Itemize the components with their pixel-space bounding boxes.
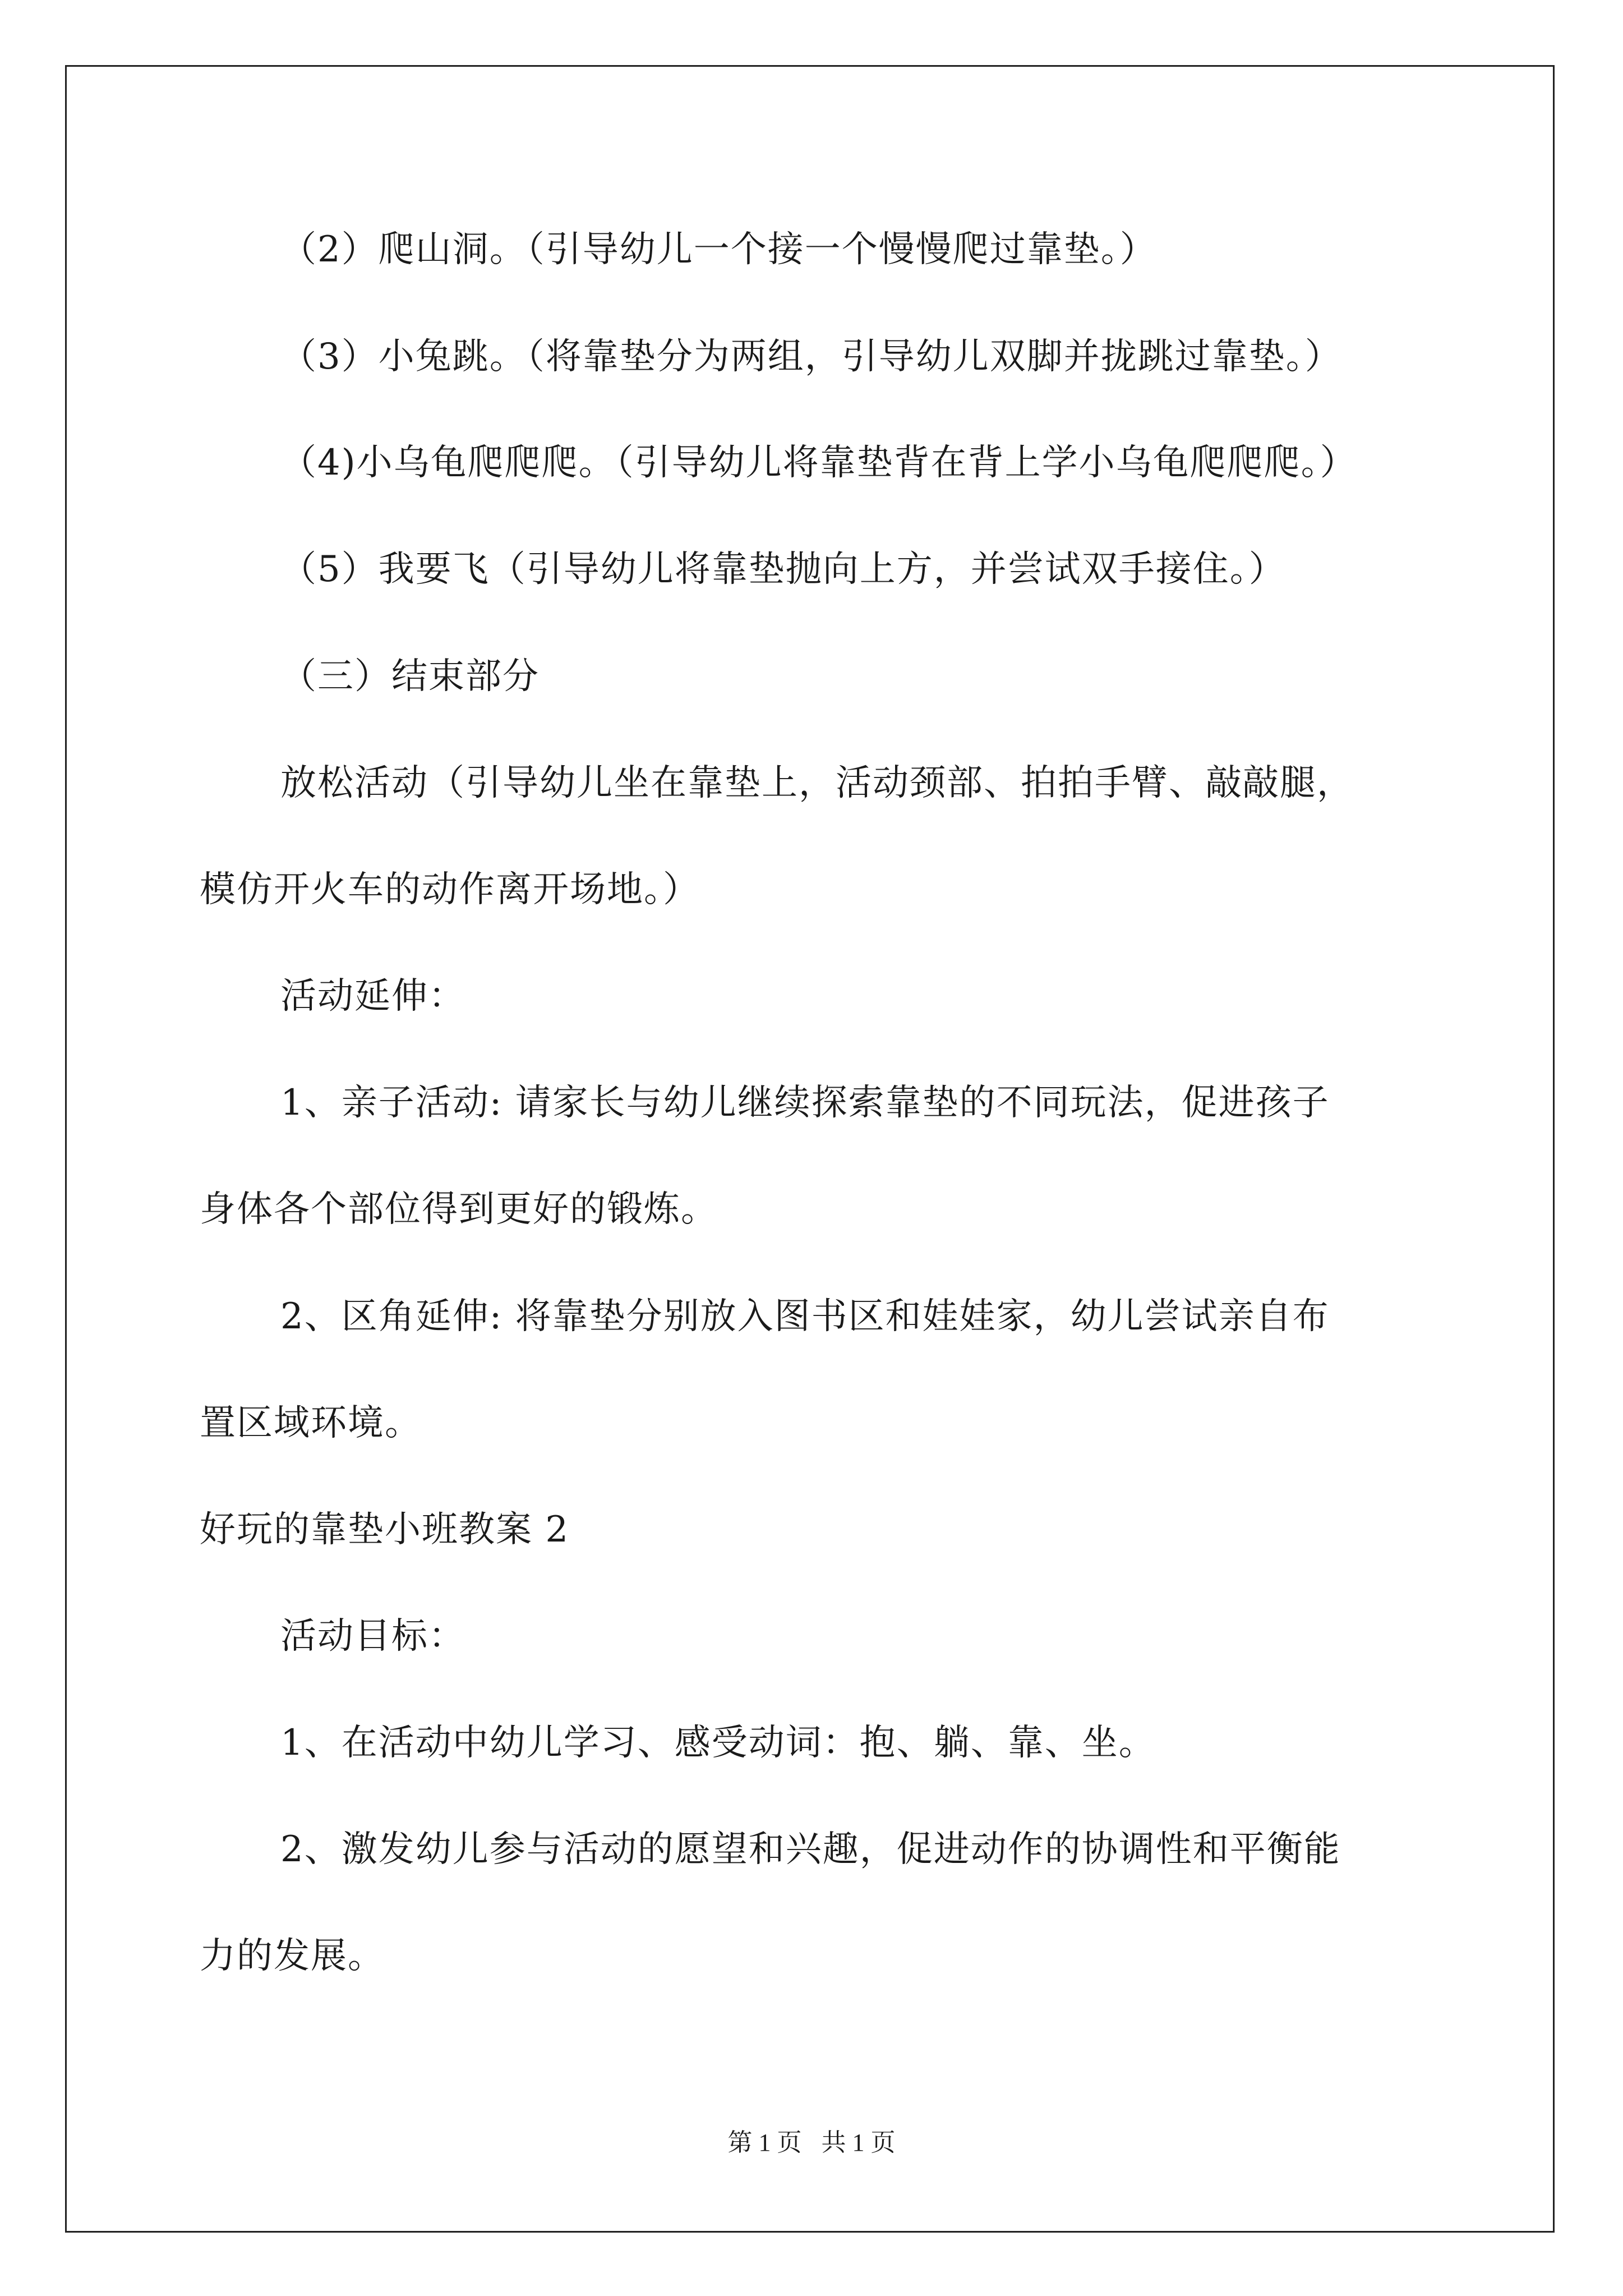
extension-item-2-line-2: 置区域环境。	[200, 1402, 422, 1444]
heading-activity-goals: 活动目标：	[280, 1616, 465, 1657]
heading-activity-extension: 活动延伸：	[280, 976, 465, 1017]
extension-item-1-line-1: 1、亲子活动: 请家长与幼儿继续探索靠垫的不同玩法，促进孩子	[280, 1082, 1330, 1124]
step-i-want-to-fly: （5）我要飞（引导幼儿将靠垫抛向上方，并尝试双手接住。）	[280, 549, 1286, 590]
page-border	[65, 65, 1555, 2233]
goal-item-2-line-2: 力的发展。	[200, 1935, 385, 1977]
page-number-current: 第 1 页	[727, 2129, 802, 2156]
step-turtle-crawl: （4)小乌龟爬爬爬。（引导幼儿将靠垫背在背上学小乌龟爬爬爬。）	[280, 442, 1357, 484]
goal-item-2-line-1: 2、激发幼儿参与活动的愿望和兴趣，促进动作的协调性和平衡能	[280, 1829, 1341, 1870]
step-crawl-cave: （2）爬山洞。（引导幼儿一个接一个慢慢爬过靠垫。）	[280, 229, 1157, 270]
page-footer	[0, 2127, 1623, 2159]
step-rabbit-jump: （3）小兔跳。（将靠垫分为两组，引导幼儿双脚并拢跳过靠垫。）	[280, 336, 1342, 378]
paragraph-relax-line-2: 模仿开火车的动作离开场地。）	[200, 869, 700, 910]
goal-item-1: 1、在活动中幼儿学习、感受动词：抱、躺、靠、坐。	[280, 1722, 1156, 1764]
page-number-total: 共 1 页	[821, 2129, 896, 2156]
section-heading-ending: （三）结束部分	[280, 656, 540, 697]
paragraph-relax-line-1: 放松活动（引导幼儿坐在靠垫上，活动颈部、拍拍手臂、敲敲腿，	[280, 762, 1354, 804]
extension-item-2-line-1: 2、区角延伸: 将靠垫分别放入图书区和娃娃家，幼儿尝试亲自布	[280, 1296, 1330, 1337]
extension-item-1-line-2: 身体各个部位得到更好的锻炼。	[200, 1189, 718, 1230]
lesson-title-2: 好玩的靠垫小班教案 2	[200, 1509, 570, 1550]
